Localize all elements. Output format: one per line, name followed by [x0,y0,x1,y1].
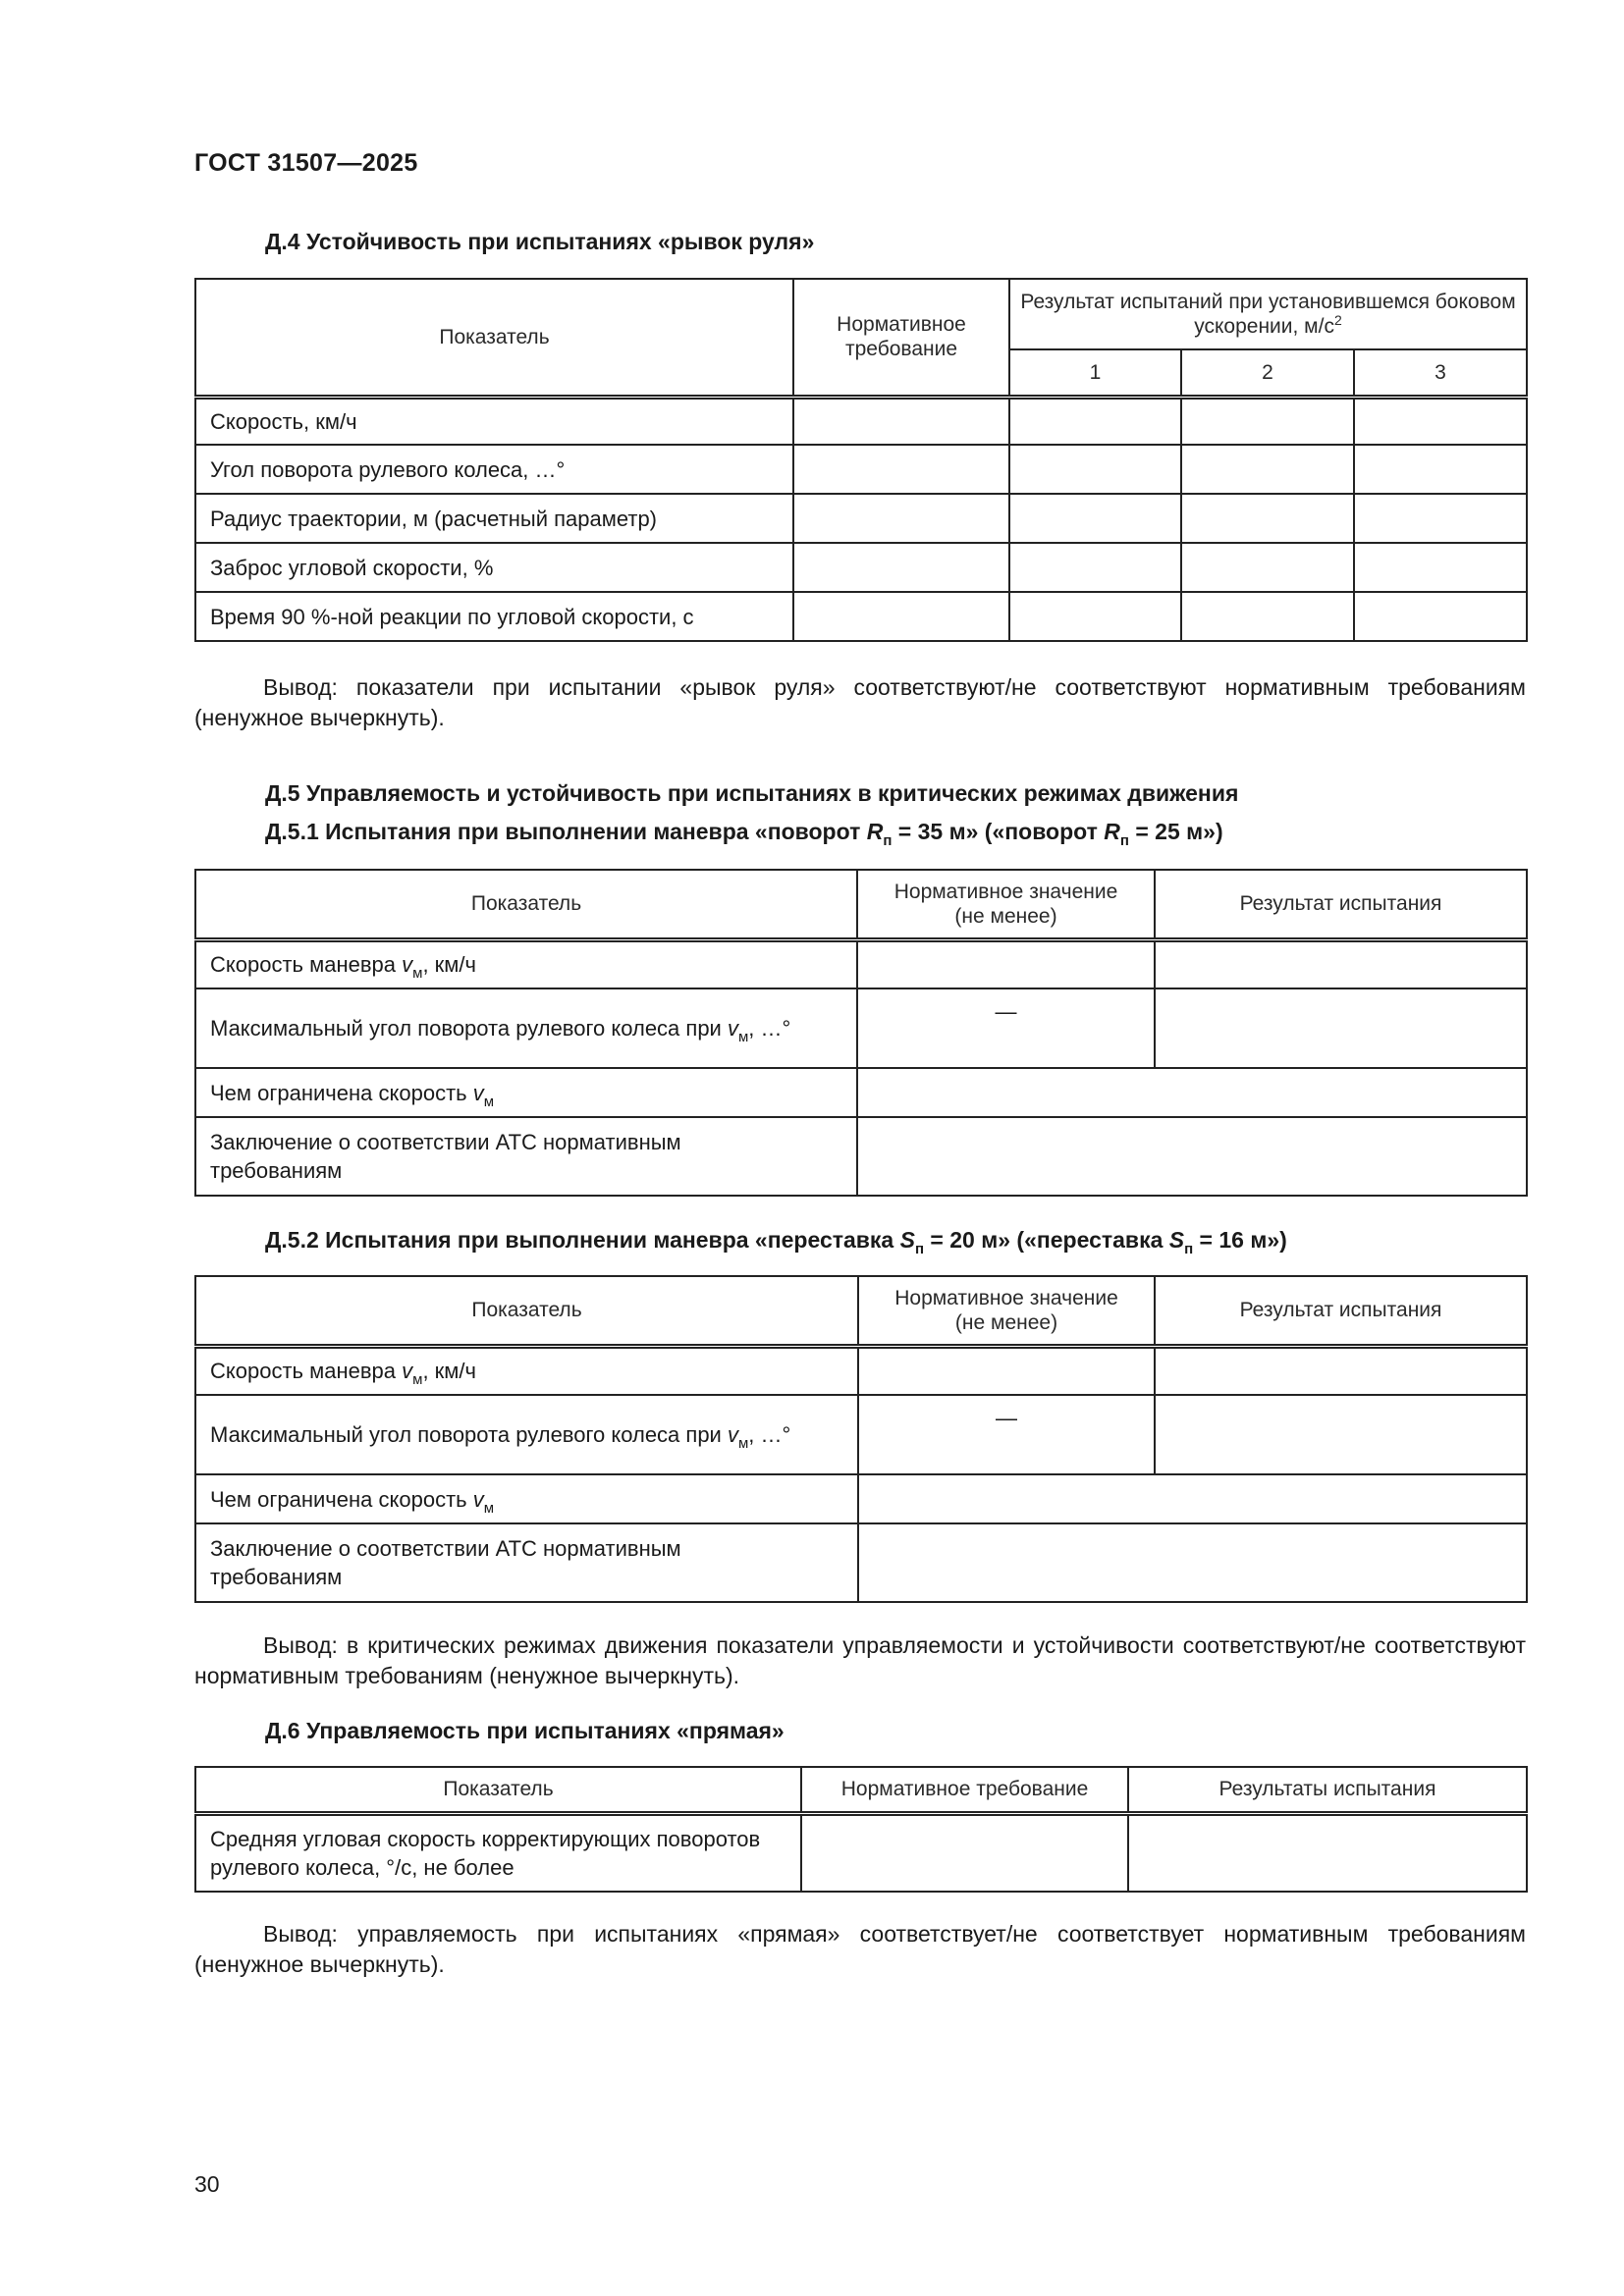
d5-conclusion: Вывод: в критических режимах движения показатели управляемости и устойчивости соответствуют/не соответствуют нормативным требованиям (ненужное вычеркнуть). [194,1632,1526,1688]
table-d51 [194,869,1528,1197]
d52-cell-merged [858,1474,1527,1523]
section-d5-title: Д.5 Управляемость и устойчивость при испытаниях в критических режимах движения [265,780,1239,806]
table-row [195,988,1527,1068]
d52-cell-merged [858,1523,1527,1602]
section-d6-title: Д.6 Управляемость при испытаниях «прямая» [265,1718,785,1743]
d6-header-normative: Нормативное требование [801,1767,1128,1813]
d51-header-normative: Нормативное значение (не менее) [857,870,1155,939]
table-row [195,1813,1527,1892]
d51-cell-dash: — [857,988,1155,1068]
d4-cell-result [1009,397,1181,445]
table-row [195,397,1527,445]
d6-cell-normative [801,1813,1128,1892]
d4-cell-result [1354,592,1527,641]
d4-row-label: Радиус траектории, м (расчетный параметр) [195,494,793,543]
section-d4-title: Д.4 Устойчивость при испытаниях «рывок руля» [265,229,815,254]
table-d6 [194,1766,1528,1893]
d51-header-result: Результат испытания [1155,870,1527,939]
table-row [195,1068,1527,1117]
d6-header-indicator: Показатель [195,1767,801,1813]
d4-conclusion: Вывод: показатели при испытании «рывок руля» соответствуют/не соответствуют нормативным требованиям (ненужное вычеркнуть). [194,674,1526,730]
d4-header-col-2: 2 [1181,349,1354,397]
d51-row-conformity: Заключение о соответствии АТС нормативным требованиям [195,1117,857,1196]
table-row [195,1395,1527,1474]
table-row [195,1474,1527,1523]
d4-cell-normative [793,494,1009,543]
d4-cell-normative [793,543,1009,592]
d4-header-col-1: 1 [1009,349,1181,397]
d6-header-results: Результаты испытания [1128,1767,1527,1813]
d52-cell-result [1155,1346,1527,1395]
d4-cell-normative [793,592,1009,641]
d4-cell-result [1354,494,1527,543]
page-number: 30 [194,2171,220,2197]
d52-row-speed: Скорость маневра $v_м$, км/ч [195,1346,858,1395]
d4-cell-result [1009,494,1181,543]
d51-row-angle: Максимальный угол поворота рулевого колеса при $v_м$, …° [195,988,857,1068]
d4-row-label: Заброс угловой скорости, % [195,543,793,592]
d4-cell-result [1181,592,1354,641]
document-header: ГОСТ 31507—2025 [194,149,418,177]
d4-header-col-3: 3 [1354,349,1527,397]
d52-row-conformity: Заключение о соответствии АТС нормативным требованиям [195,1523,858,1602]
table-row [195,1523,1527,1602]
d4-cell-result [1181,494,1354,543]
d4-cell-result [1181,543,1354,592]
d4-cell-result [1181,445,1354,494]
table-row [195,939,1527,988]
table-row [195,543,1527,592]
d52-row-limited: Чем ограничена скорость $v_м$ [195,1474,858,1523]
d4-cell-result [1354,445,1527,494]
d4-cell-normative [793,397,1009,445]
d52-cell-dash: — [858,1395,1155,1474]
d4-header-result-text: Результат испытаний при установившемся боковом ускорении, м/с [1020,291,1516,338]
d51-row-speed: Скорость маневра $v_м$, км/ч [195,939,857,988]
d4-header-result [1009,279,1527,349]
d4-row-label: Время 90 %-ной реакции по угловой скорости, с [195,592,793,641]
d4-cell-result [1009,445,1181,494]
table-d4 [194,278,1528,642]
table-row [195,1117,1527,1196]
d51-cell-result [1155,939,1527,988]
d52-header-result: Результат испытания [1155,1276,1527,1346]
table-row [195,494,1527,543]
d4-cell-result [1009,543,1181,592]
d4-cell-result [1009,592,1181,641]
d52-header-indicator: Показатель [195,1276,858,1346]
d4-cell-result [1354,397,1527,445]
d51-cell-normative [857,939,1155,988]
d51-row-limited: Чем ограничена скорость $v_м$ [195,1068,857,1117]
d4-header-indicator: Показатель [195,279,793,397]
table-d52 [194,1275,1528,1603]
d6-row-label: Средняя угловая скорость корректирующих поворотов рулевого колеса, °/с, не более [195,1813,801,1892]
d52-cell-result [1155,1395,1527,1474]
table-row [195,592,1527,641]
d4-header-normative: Нормативное требование [793,279,1009,397]
d4-header-result-sup: 2 [1333,312,1342,328]
d51-cell-result [1155,988,1527,1068]
section-d52-title: Д.5.2 Испытания при выполнении маневра «переставка $S_п = 20$ м» («переставка $S_п = 16$ м») [265,1227,1287,1257]
d4-row-label: Угол поворота рулевого колеса, …° [195,445,793,494]
d51-cell-merged [857,1068,1527,1117]
d6-conclusion: Вывод: управляемость при испытаниях «прямая» соответствует/не соответствует нормативным требованиям (ненужное вычеркнуть). [194,1921,1526,1977]
d4-row-label: Скорость, км/ч [195,397,793,445]
d52-cell-normative [858,1346,1155,1395]
section-d51-title: Д.5.1 Испытания при выполнении маневра «поворот $R_п = 35$ м» («поворот $R_п = 25$ м») [265,819,1223,849]
d6-cell-result [1128,1813,1527,1892]
d4-cell-result [1181,397,1354,445]
d4-cell-normative [793,445,1009,494]
table-row [195,1346,1527,1395]
d51-header-indicator: Показатель [195,870,857,939]
table-row [195,445,1527,494]
d51-cell-merged [857,1117,1527,1196]
d52-row-angle: Максимальный угол поворота рулевого колеса при $v_м$, …° [195,1395,858,1474]
d4-cell-result [1354,543,1527,592]
d52-header-normative: Нормативное значение (не менее) [858,1276,1155,1346]
